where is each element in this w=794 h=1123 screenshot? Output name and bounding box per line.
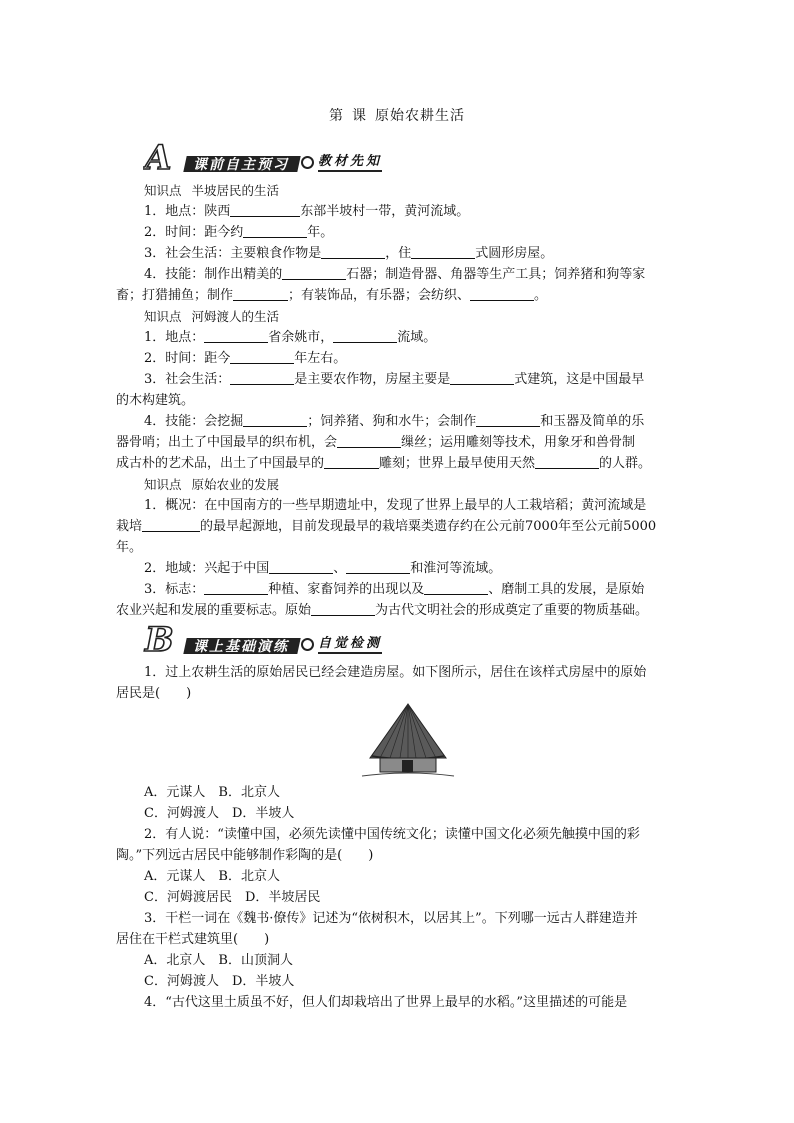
list-item: 3．社会生活： 是主要农作物，房屋主要是 式建筑，这是中国最早 [144, 372, 645, 387]
bullet-dot-icon [301, 638, 314, 651]
list-item: 3．社会生活：主要粮食作物是 ，住 式圆形房屋。 [144, 246, 554, 261]
list-item-continued: 成古朴的艺术品，出土了中国最早的 雕刻；世界上最早使用天然 的人群。 [116, 456, 652, 471]
knowledge-point-heading: 知识点 河姆渡人的生活 [144, 309, 280, 324]
questions-list [116, 782, 682, 1013]
answer-blank[interactable] [324, 454, 379, 469]
section-a-subtitle: 教材先知 [318, 150, 382, 172]
question-stem-line: 2．有人说：“读懂中国，必须先读懂中国传统文化；读懂中国文化必须先触摸中国的彩 [144, 827, 640, 842]
answer-blank[interactable] [204, 580, 268, 595]
answer-blank[interactable] [243, 223, 307, 238]
answer-blank[interactable] [470, 286, 534, 301]
list-item: 2．时间：距今约 年。 [144, 225, 334, 240]
answer-blank[interactable] [230, 202, 300, 217]
answer-option[interactable]: C．河姆渡人 D．半坡人 [144, 806, 295, 821]
title-part: 课 [352, 108, 367, 124]
answer-option[interactable]: A．北京人 B．山顶洞人 [144, 953, 293, 968]
list-item: 2．时间：距今 年左右。 [144, 351, 347, 366]
section-b-banner [143, 622, 382, 654]
question-stem-line: 陶。”下列远古居民中能够制作彩陶的是( ) [116, 848, 374, 863]
answer-option[interactable]: C．河姆渡人 D．半坡人 [144, 974, 295, 989]
list-item: 1．地点： 省余姚市， 流域。 [144, 330, 437, 345]
answer-blank[interactable] [337, 433, 401, 448]
title-part: 原始农耕生活 [375, 108, 465, 124]
answer-blank[interactable] [535, 454, 599, 469]
list-item: 2．地域：兴起于中国 、 和淮河等流域。 [144, 561, 502, 576]
list-item-continued: 农业兴起和发展的重要标志。原始 为古代文明社会的形成奠定了重要的物质基础。 [116, 603, 649, 618]
question-stem-line: 3．干栏一词在《魏书·僚传》记述为“依树积木，以居其上”。下列哪一远古人群建造并 [144, 911, 638, 926]
knowledge-point-heading: 知识点 原始农业的发展 [144, 477, 280, 492]
question-stem-line: 居住在干栏式建筑里( ) [116, 932, 270, 947]
list-item: 1．概况：在中国南方的一些早期遗址中，发现了世界上最早的人工栽培稻；黄河流域是 [144, 498, 647, 513]
answer-blank[interactable] [346, 559, 410, 574]
list-item: 3．标志： 种植、家畜饲养的出现以及 、磨制工具的发展，是原始 [144, 582, 645, 597]
answer-blank[interactable] [269, 559, 333, 574]
answer-blank[interactable] [450, 370, 514, 385]
question-stem-line: 居民是( ) [116, 686, 192, 701]
answer-blank[interactable] [230, 349, 294, 364]
list-item: 1．地点：陕西 东部半坡村一带，黄河流域。 [144, 204, 470, 219]
title-part: 第 [329, 108, 344, 124]
list-item-continued: 畜；打猎捕鱼；制作 ；有装饰品，有乐器；会纺织、 。 [116, 288, 548, 303]
page-title [0, 105, 794, 125]
question-1-stem [116, 662, 682, 704]
answer-option[interactable]: A．元谋人 B．北京人 [144, 785, 280, 800]
section-a-body [116, 180, 682, 621]
section-b-title: 课上基础演练 [183, 638, 300, 654]
answer-blank[interactable] [282, 265, 346, 280]
knowledge-point-heading: 知识点 半坡居民的生活 [144, 183, 280, 198]
question-stem-line: 4．“古代这里土质虽不好，但人们却栽培出了世界上最早的水稻。”这里描述的可能是 [144, 995, 628, 1010]
answer-option[interactable]: A．元谋人 B．北京人 [144, 869, 280, 884]
answer-blank[interactable] [321, 244, 385, 259]
answer-blank[interactable] [243, 412, 307, 427]
section-a-banner [143, 140, 382, 172]
list-item-continued: 的木构建筑。 [116, 393, 195, 408]
answer-blank[interactable] [230, 370, 294, 385]
list-item-continued: 器骨哨；出土了中国最早的织布机，会 缫丝；运用雕刻等技术，用象牙和兽骨制 [116, 435, 636, 450]
svg-text:A: A [145, 140, 172, 172]
answer-blank[interactable] [476, 412, 540, 427]
list-item: 4．技能：会挖掘 ；饲养猪、狗和水牛；会制作 和玉器及简单的乐 [144, 414, 645, 429]
svg-text:B: B [145, 622, 174, 654]
answer-blank[interactable] [333, 328, 397, 343]
question-stem-line: 1．过上农耕生活的原始居民已经会建造房屋。如下图所示，居住在该样式房屋中的原始 [144, 665, 647, 680]
list-item-continued: 年。 [116, 540, 143, 555]
answer-blank[interactable] [142, 517, 200, 532]
answer-blank[interactable] [204, 328, 268, 343]
section-a-title: 课前自主预习 [183, 156, 300, 172]
answer-blank[interactable] [311, 601, 375, 616]
answer-option[interactable]: C．河姆渡居民 D．半坡居民 [144, 890, 321, 905]
answer-blank[interactable] [424, 580, 488, 595]
answer-blank[interactable] [411, 244, 475, 259]
thatched-hut-illustration [358, 700, 458, 780]
section-b-subtitle: 自觉检测 [318, 632, 382, 654]
bullet-dot-icon [301, 156, 314, 169]
list-item: 4．技能：制作出精美的 石器；制造骨器、角器等生产工具；饲养猪和狗等家 [144, 267, 646, 282]
list-item-continued: 栽培 的最早起源地，目前发现最早的栽培粟类遗存约在公元前7000年至公元前5000 [116, 519, 657, 534]
answer-blank[interactable] [233, 286, 288, 301]
